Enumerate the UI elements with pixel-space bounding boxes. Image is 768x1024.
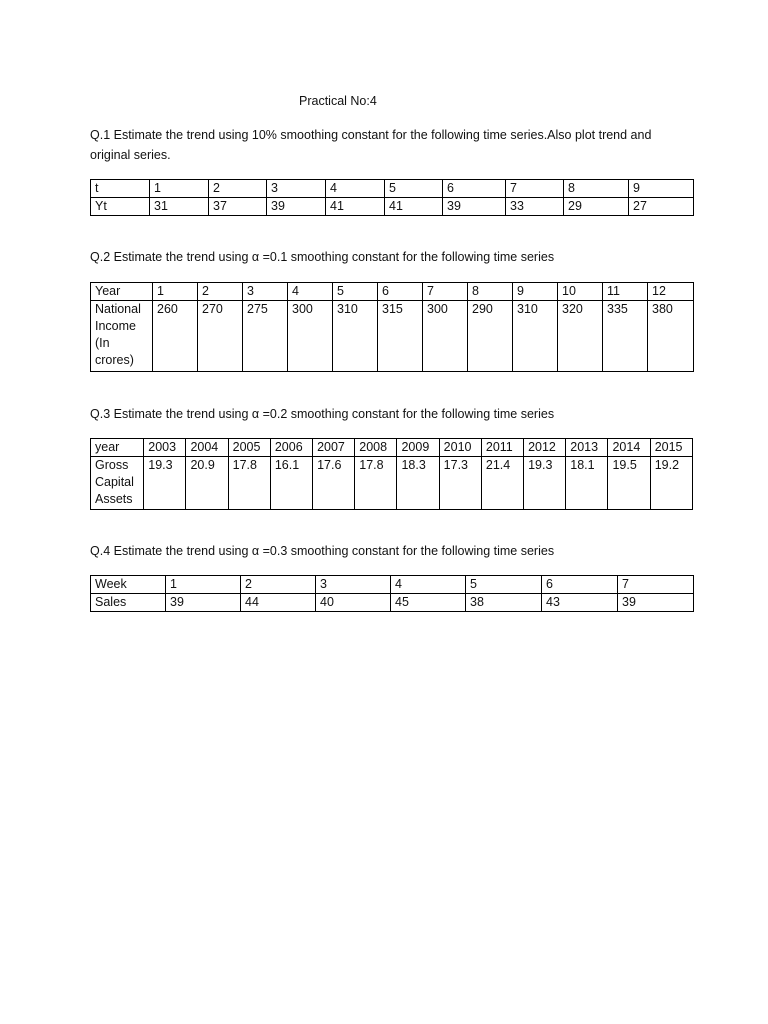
row-label: Yt <box>91 198 150 216</box>
question-1-text: Q.1 Estimate the trend using 10% smoothing constant for the following time series.Also plot trend and original series. <box>90 128 652 162</box>
table-cell: 270 <box>198 301 243 372</box>
table-cell: 310 <box>333 301 378 372</box>
table-cell: 2006 <box>270 439 312 457</box>
table-cell: 9 <box>513 283 558 301</box>
table-cell: 45 <box>391 594 466 612</box>
table-cell: 2 <box>198 283 243 301</box>
table-cell: 2008 <box>355 439 397 457</box>
table-cell: 2010 <box>439 439 481 457</box>
table-cell: 10 <box>558 283 603 301</box>
table-cell: 335 <box>603 301 648 372</box>
table-cell: 1 <box>166 576 241 594</box>
table-cell: 6 <box>378 283 423 301</box>
table-row <box>91 198 694 216</box>
row-label: year <box>91 439 144 457</box>
table-q1 <box>90 179 694 216</box>
table-cell: 17.8 <box>228 457 270 510</box>
table-cell: 8 <box>564 180 629 198</box>
table-q3 <box>90 438 693 510</box>
table-cell: 12 <box>648 283 694 301</box>
table-cell: 4 <box>391 576 466 594</box>
table-cell: 38 <box>466 594 542 612</box>
table-cell: 6 <box>542 576 618 594</box>
table-cell: 2005 <box>228 439 270 457</box>
table-cell: 1 <box>150 180 209 198</box>
table-cell: 11 <box>603 283 648 301</box>
table-cell: 29 <box>564 198 629 216</box>
table-cell: 2013 <box>566 439 608 457</box>
table-cell: 43 <box>542 594 618 612</box>
row-label: National Income (In crores) <box>91 301 153 372</box>
table-row <box>91 283 694 301</box>
table-cell: 40 <box>316 594 391 612</box>
table-cell: 19.2 <box>650 457 692 510</box>
question-3-text: Q.3 Estimate the trend using α =0.2 smoothing constant for the following time series <box>90 407 555 421</box>
question-2-text: Q.2 Estimate the trend using α =0.1 smoothing constant for the following time series <box>90 250 555 264</box>
table-row <box>91 457 693 510</box>
page-title: Practical No:4 <box>299 94 377 108</box>
table-cell: 17.8 <box>355 457 397 510</box>
table-cell: 2 <box>241 576 316 594</box>
table-row <box>91 594 694 612</box>
table-cell: 16.1 <box>270 457 312 510</box>
table-cell: 21.4 <box>481 457 523 510</box>
table-q4 <box>90 575 694 612</box>
table-cell: 2009 <box>397 439 439 457</box>
table-cell: 18.3 <box>397 457 439 510</box>
table-q2 <box>90 282 694 372</box>
table-cell: 39 <box>166 594 241 612</box>
table-cell: 300 <box>423 301 468 372</box>
table-cell: 20.9 <box>186 457 228 510</box>
question-4-text: Q.4 Estimate the trend using α =0.3 smoothing constant for the following time series <box>90 544 555 558</box>
table-cell: 5 <box>385 180 443 198</box>
table-cell: 5 <box>466 576 542 594</box>
table-cell: 2003 <box>144 439 186 457</box>
row-label: t <box>91 180 150 198</box>
table-cell: 19.5 <box>608 457 650 510</box>
row-label: Year <box>91 283 153 301</box>
table-cell: 5 <box>333 283 378 301</box>
table-cell: 2014 <box>608 439 650 457</box>
row-label: Week <box>91 576 166 594</box>
table-cell: 2007 <box>313 439 355 457</box>
table-cell: 2011 <box>481 439 523 457</box>
table-row <box>91 439 693 457</box>
table-cell: 17.3 <box>439 457 481 510</box>
row-label: Gross Capital Assets <box>91 457 144 510</box>
table-row <box>91 301 694 372</box>
table-cell: 17.6 <box>313 457 355 510</box>
table-cell: 6 <box>443 180 506 198</box>
table-cell: 37 <box>209 198 267 216</box>
table-cell: 39 <box>618 594 694 612</box>
table-cell: 31 <box>150 198 209 216</box>
table-cell: 39 <box>267 198 326 216</box>
table-cell: 2015 <box>650 439 692 457</box>
table-cell: 310 <box>513 301 558 372</box>
table-cell: 8 <box>468 283 513 301</box>
table-cell: 380 <box>648 301 694 372</box>
table-cell: 41 <box>326 198 385 216</box>
table-cell: 19.3 <box>144 457 186 510</box>
table-cell: 4 <box>326 180 385 198</box>
table-cell: 3 <box>316 576 391 594</box>
table-cell: 320 <box>558 301 603 372</box>
table-cell: 7 <box>618 576 694 594</box>
table-row <box>91 180 694 198</box>
table-cell: 9 <box>629 180 694 198</box>
table-cell: 3 <box>267 180 326 198</box>
table-cell: 4 <box>288 283 333 301</box>
table-row <box>91 576 694 594</box>
table-cell: 27 <box>629 198 694 216</box>
table-cell: 18.1 <box>566 457 608 510</box>
table-cell: 7 <box>423 283 468 301</box>
table-cell: 3 <box>243 283 288 301</box>
table-cell: 7 <box>506 180 564 198</box>
table-cell: 300 <box>288 301 333 372</box>
table-cell: 275 <box>243 301 288 372</box>
table-cell: 2012 <box>524 439 566 457</box>
table-cell: 41 <box>385 198 443 216</box>
table-cell: 315 <box>378 301 423 372</box>
table-cell: 1 <box>153 283 198 301</box>
table-cell: 44 <box>241 594 316 612</box>
table-cell: 290 <box>468 301 513 372</box>
table-cell: 19.3 <box>524 457 566 510</box>
table-cell: 2 <box>209 180 267 198</box>
table-cell: 33 <box>506 198 564 216</box>
table-cell: 39 <box>443 198 506 216</box>
table-cell: 260 <box>153 301 198 372</box>
table-cell: 2004 <box>186 439 228 457</box>
row-label: Sales <box>91 594 166 612</box>
